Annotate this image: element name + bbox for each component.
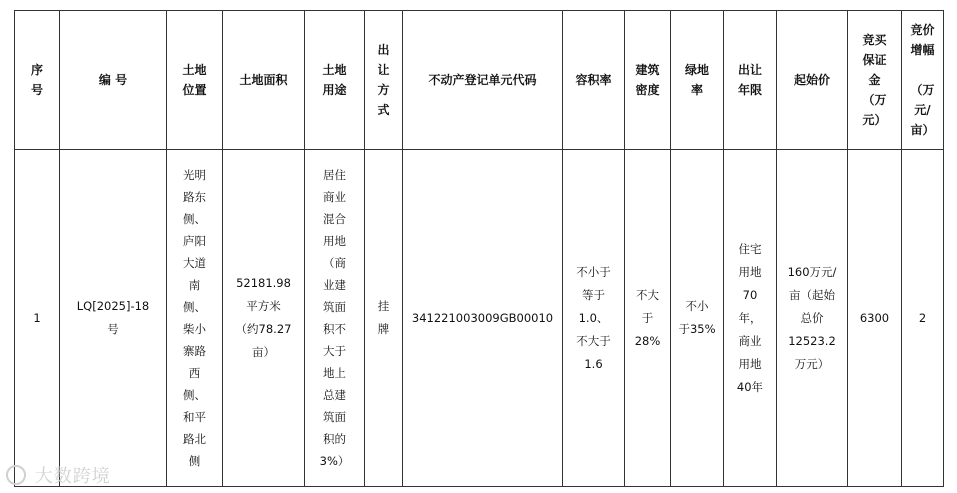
watermark-logo-icon [6,465,26,485]
header-use: 土地 用途 [305,11,365,150]
header-term: 出让 年限 [724,11,777,150]
cell-increment: 2 [902,150,944,487]
cell-green: 不小 于35% [671,150,724,487]
cell-use: 居住 商业 混合 用地 （商 业建 筑面 积不 大于 地上 总建 筑面 积的 3%） [305,150,365,487]
cell-registry: 341221003009GB00010 [403,150,563,487]
cell-deposit: 6300 [848,150,902,487]
header-registry: 不动产登记单元代码 [403,11,563,150]
header-method: 出 让 方 式 [365,11,403,150]
header-location: 土地 位置 [167,11,223,150]
cell-location: 光明 路东 侧、 庐阳 大道 南 侧、 柴小 寨路 西 侧、 和平 路北 侧 [167,150,223,487]
header-increment: 竞价 增幅 （万 元/ 亩） [902,11,944,150]
cell-code: LQ[2025]-18 号 [60,150,167,487]
header-start-price: 起始价 [777,11,848,150]
header-green: 绿地 率 [671,11,724,150]
header-area: 土地面积 [223,11,305,150]
header-seq: 序 号 [15,11,60,150]
cell-seq: 1 [15,150,60,487]
watermark-text: 大数跨境 [34,466,111,487]
header-density: 建筑 密度 [625,11,671,150]
header-row [15,11,944,150]
cell-method: 挂 牌 [365,150,403,487]
cell-area: 52181.98 平方米 （约78.27 亩） [223,150,305,487]
land-auction-table [14,10,944,487]
cell-term: 住宅 用地 70 年， 商业 用地 40年 [724,150,777,487]
table-row [15,150,944,487]
header-deposit: 竞买 保证 金 （万 元） [848,11,902,150]
header-code: 编 号 [60,11,167,150]
watermark [6,462,111,488]
cell-density: 不大 于 28% [625,150,671,487]
cell-far: 不小于 等于 1.0、 不大于 1.6 [563,150,625,487]
cell-start-price: 160万元/ 亩（起始 总价 12523.2 万元） [777,150,848,487]
header-far: 容积率 [563,11,625,150]
